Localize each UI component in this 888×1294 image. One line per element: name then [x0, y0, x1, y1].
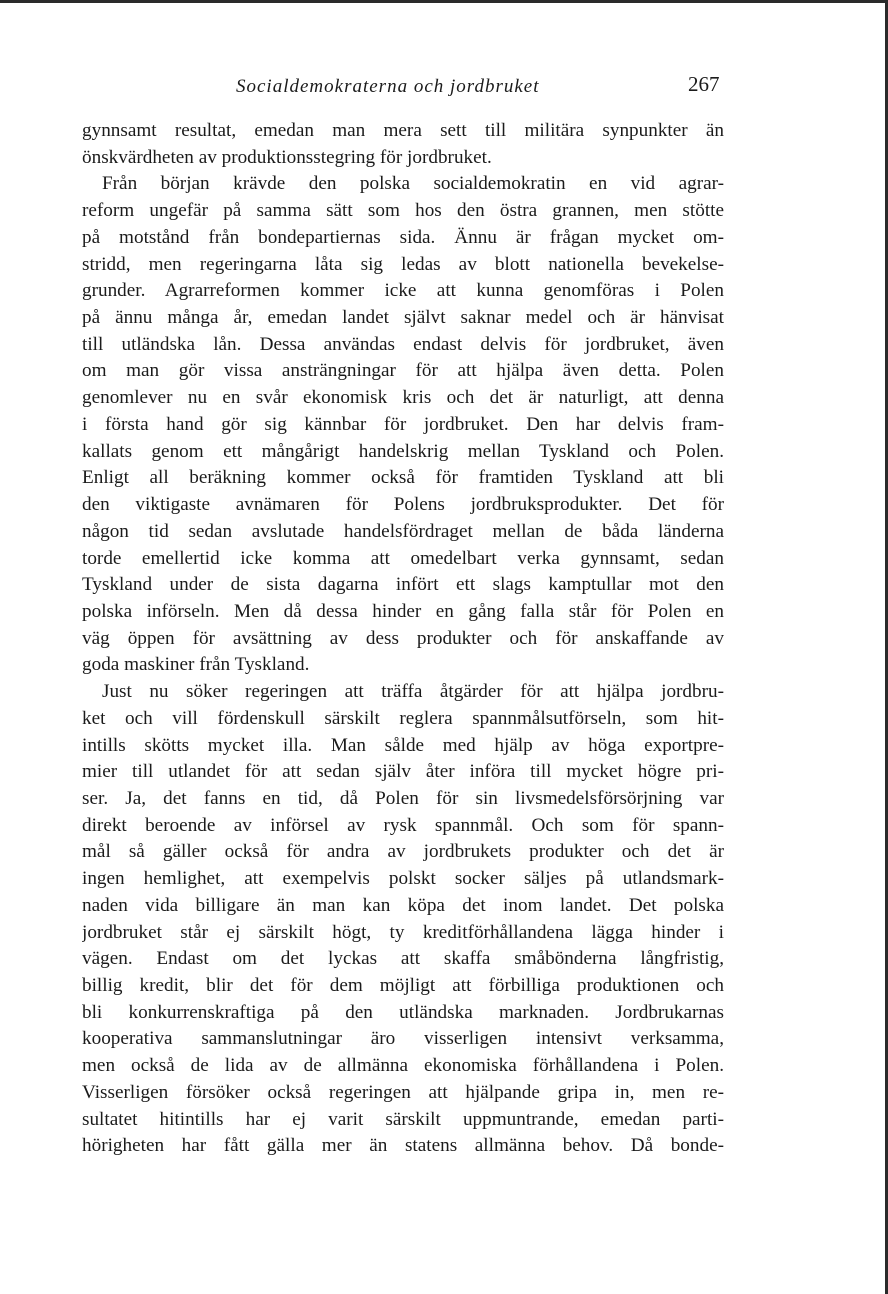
text-line: den viktigaste avnämaren för Polens jordbruksprodukter. Det för	[82, 494, 724, 516]
text-line: genomlever nu en svår ekonomisk kris och det är naturligt, att denna	[82, 387, 724, 409]
text-line: någon tid sedan avslutade handelsfördraget mellan de båda länderna	[82, 520, 724, 542]
text-line: kooperativa sammanslutningar äro visserligen intensivt verksamma,	[82, 1028, 724, 1050]
body-text	[82, 118, 724, 1160]
text-line: bli konkurrenskraftiga på den utländska marknaden. Jordbrukarnas	[82, 1001, 724, 1023]
text-line: intills skötts mycket illa. Man sålde med hjälp av höga exportpre-	[82, 734, 724, 756]
text-line: Tyskland under de sista dagarna infört ett slags kamptullar mot den	[82, 574, 724, 596]
text-line: goda maskiner från Tyskland.	[82, 654, 310, 676]
text-line: kallats genom ett mångårigt handelskrig mellan Tyskland och Polen.	[82, 440, 724, 462]
text-line: naden vida billigare än man kan köpa det inom landet. Det polska	[82, 894, 724, 916]
top-edge-rule	[0, 0, 888, 3]
text-line: till utländska lån. Dessa användas endast delvis för jordbruket, även	[82, 333, 724, 355]
text-line: Enligt all beräkning kommer också för framtiden Tyskland att bli	[82, 467, 724, 489]
text-line: stridd, men regeringarna låta sig ledas av blott nationella bevekelse-	[82, 253, 724, 275]
text-line: väg öppen för avsättning av dess produkter och för anskaffande av	[82, 627, 724, 649]
text-line: på motstånd från bondepartiernas sida. Ännu är frågan mycket om-	[82, 226, 724, 248]
text-line: i första hand gör sig kännbar för jordbruket. Den har delvis fram-	[82, 413, 724, 435]
text-line: vägen. Endast om det lyckas att skaffa småbönderna långfristig,	[82, 948, 724, 970]
text-line: mål så gäller också för andra av jordbrukets produkter och det är	[82, 841, 724, 863]
text-line: gynnsamt resultat, emedan man mera sett till militära synpunkter än	[82, 120, 724, 141]
text-line: billig kredit, blir det för dem möjligt att förbilliga produktionen och	[82, 975, 724, 996]
text-line: grunder. Agrarreformen kommer icke att kunna genomföras i Polen	[82, 280, 724, 302]
text-line: sultatet hitintills har ej varit särskilt uppmuntrande, emedan parti-	[82, 1108, 724, 1130]
text-line: önskvärdheten av produktionsstegring för jordbruket.	[82, 146, 492, 168]
text-line: Just nu söker regeringen att träffa åtgärder för att hjälpa jordbru-	[102, 681, 724, 703]
text-line: jordbruket står ej särskilt högt, ty kreditförhållandena lägga hinder i	[82, 921, 724, 943]
page-number: 267	[688, 72, 720, 96]
text-line: Från början krävde den polska socialdemokratin en vid agrar-	[102, 173, 724, 195]
text-line: mier till utlandet för att sedan själv åter införa till mycket högre pri-	[82, 761, 724, 783]
text-line: på ännu många år, emedan landet självt saknar medel och är hänvisat	[82, 307, 724, 329]
text-line: reform ungefär på samma sätt som hos den östra grannen, men stötte	[82, 200, 724, 222]
text-line: Visserligen försöker också regeringen att hjälpande gripa in, men re-	[82, 1081, 724, 1103]
text-line: ingen hemlighet, att exempelvis polskt socker säljes på utlandsmark-	[82, 868, 724, 890]
text-line: polska införseln. Men då dessa hinder en gång falla står för Polen en	[82, 600, 724, 622]
text-line: men också de lida av de allmänna ekonomiska förhållandena i Polen.	[82, 1055, 724, 1077]
text-line: ser. Ja, det fanns en tid, då Polen för sin livsmedelsförsörjning var	[82, 787, 724, 809]
text-line: om man gör vissa ansträngningar för att hjälpa även detta. Polen	[82, 360, 724, 382]
text-line: torde emellertid icke komma att omedelbart verka gynnsamt, sedan	[82, 547, 724, 569]
text-line: hörigheten har fått gälla mer än statens allmänna behov. Då bonde-	[82, 1135, 724, 1157]
text-line: direkt beroende av införsel av rysk spannmål. Och som för spann-	[82, 814, 724, 836]
text-line: ket och vill fördenskull särskilt reglera spannmålsutförseln, som hit-	[82, 707, 724, 729]
running-title: Socialdemokraterna och jordbruket	[236, 76, 540, 97]
page-header	[0, 72, 888, 102]
